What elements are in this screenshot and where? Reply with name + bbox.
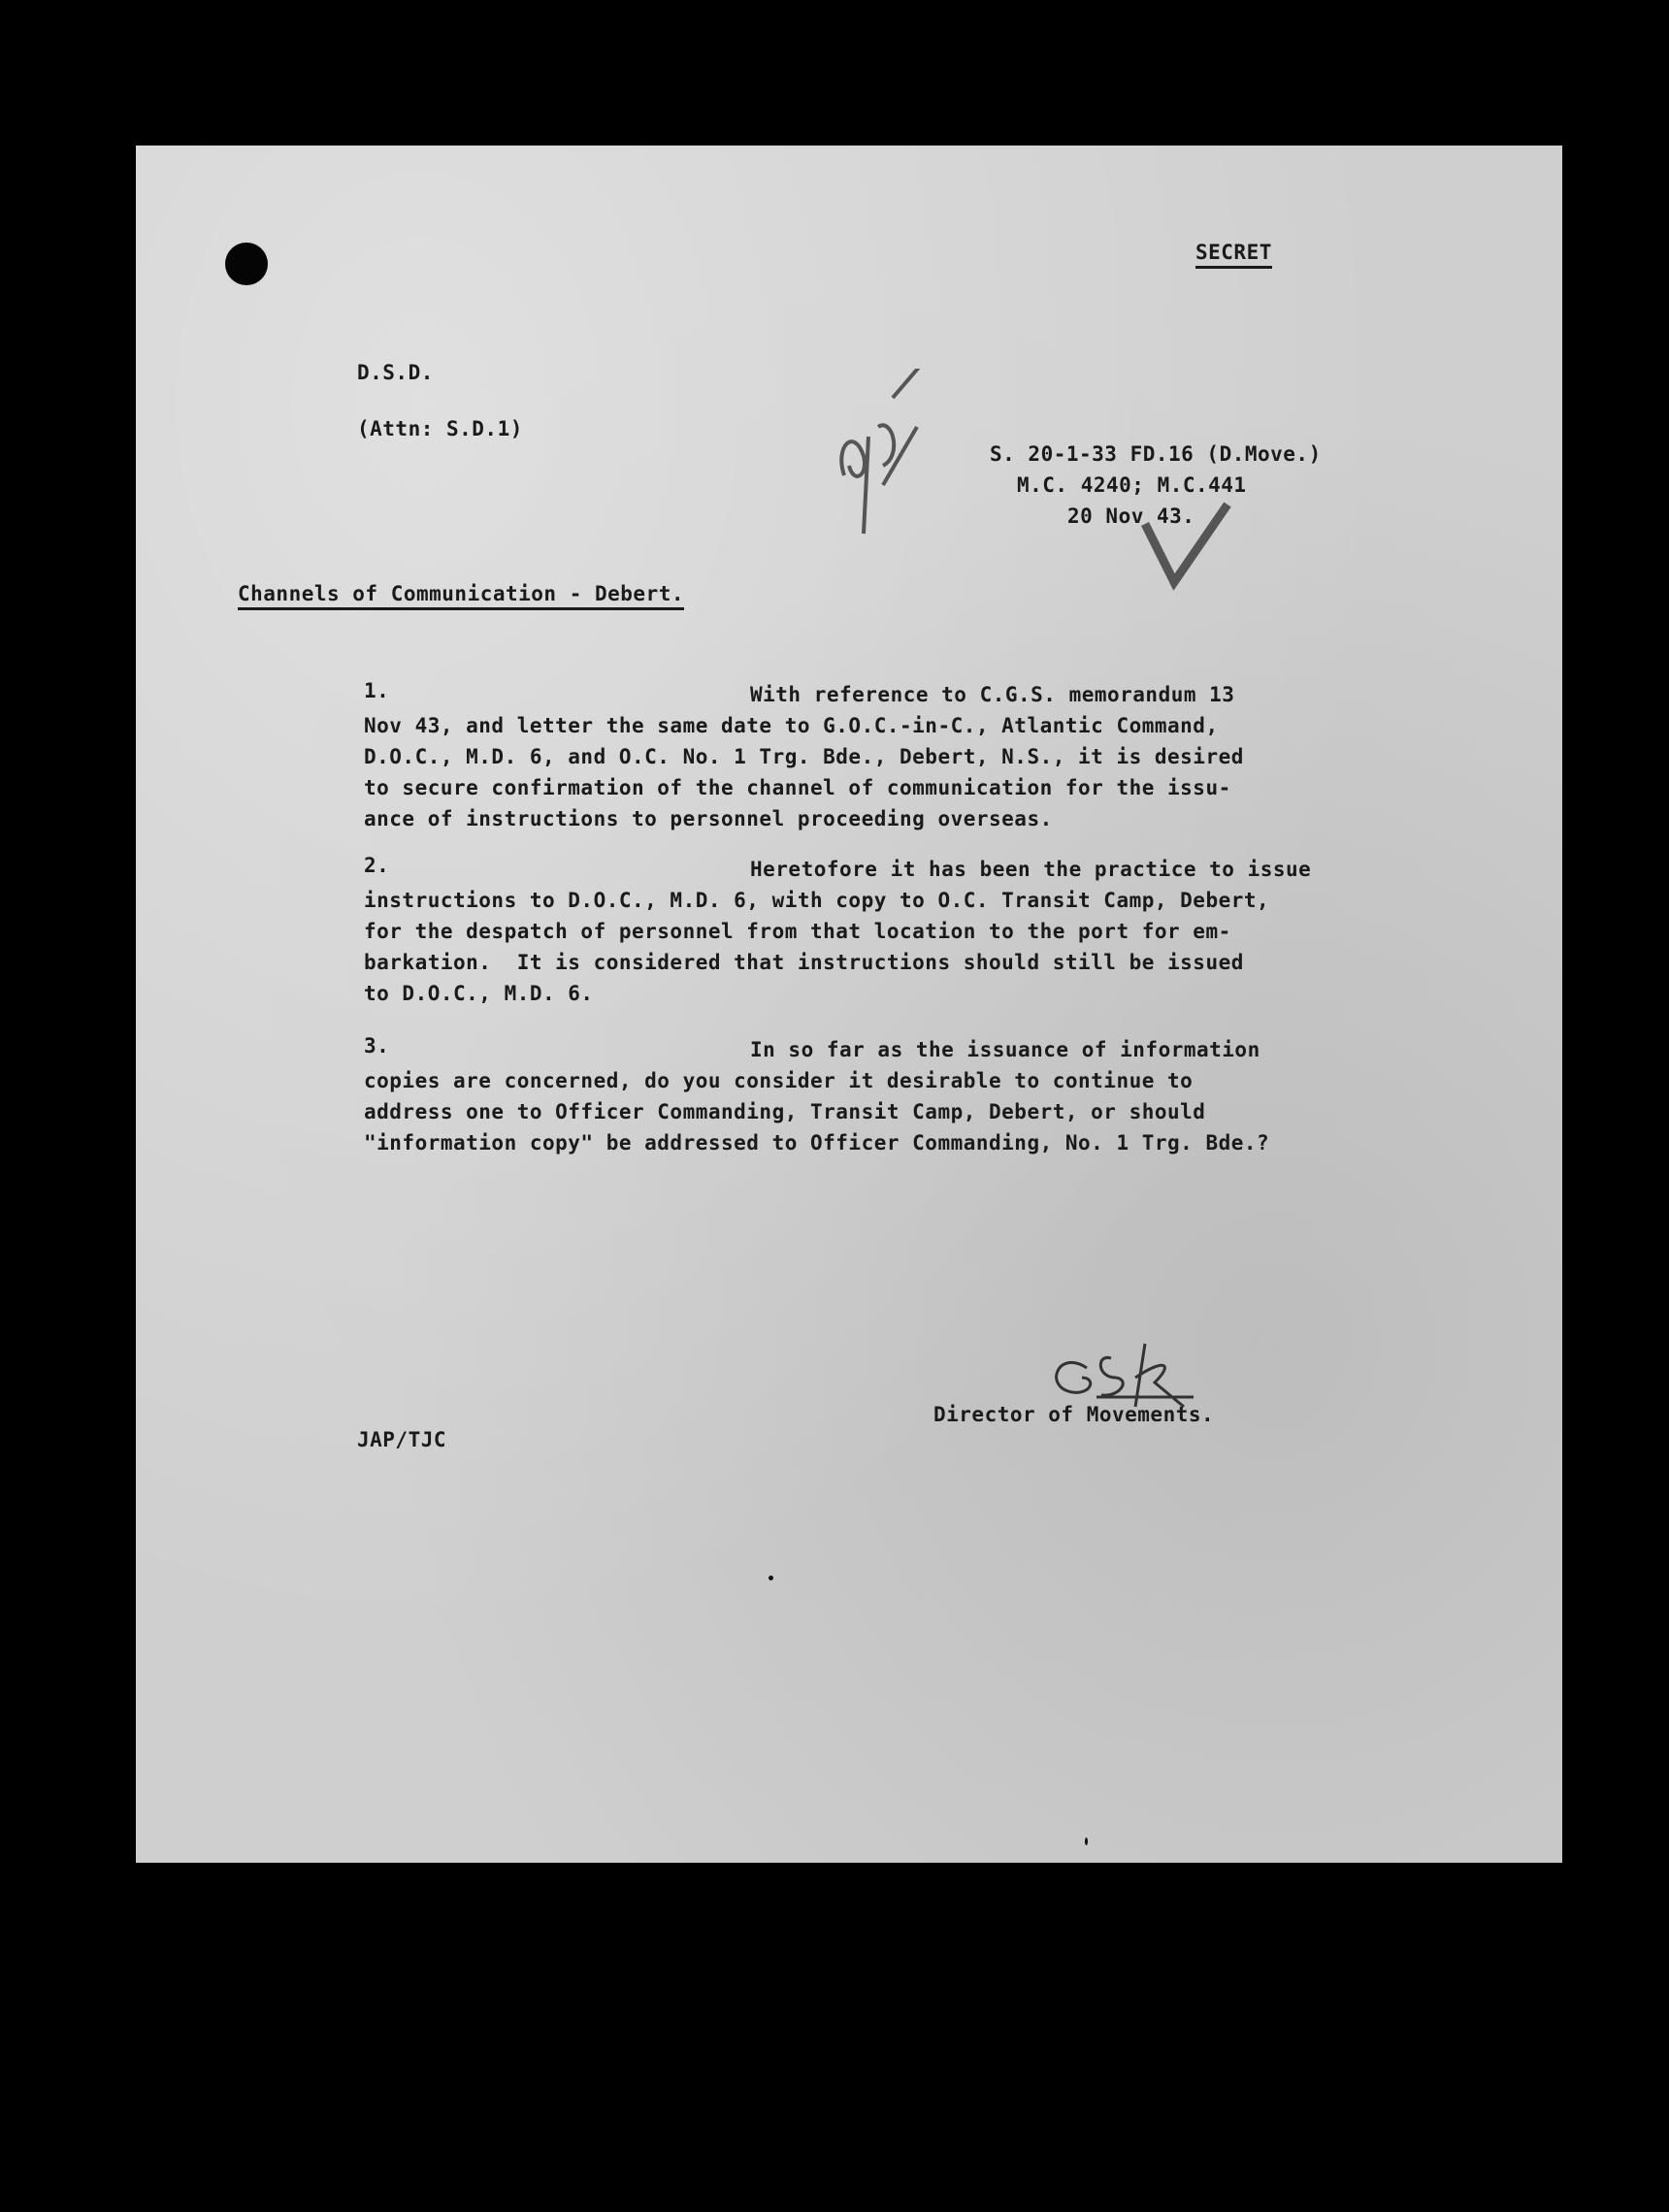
reference-initials: JAP/TJC — [357, 1428, 447, 1451]
paragraph-line: ance of instructions to personnel proceeding overseas. — [364, 807, 1053, 830]
mc-reference: M.C. 4240; M.C.441 — [1017, 473, 1247, 497]
paragraph-line: D.O.C., M.D. 6, and O.C. No. 1 Trg. Bde., Debert, N.S., it is desired — [364, 745, 1244, 768]
paragraph-number: 2. — [364, 854, 390, 877]
paragraph-line: barkation. It is considered that instructions should still be issued — [364, 951, 1244, 974]
subject-line: Channels of Communication - Debert. — [238, 582, 684, 610]
paragraph-line: address one to Officer Commanding, Transit Camp, Debert, or should — [364, 1100, 1206, 1123]
addressee: D.S.D. — [357, 361, 434, 384]
punch-hole — [225, 243, 268, 285]
document-date: 20 Nov 43. — [1067, 504, 1195, 528]
paragraph-1 — [364, 679, 1392, 834]
paragraph-line: to secure confirmation of the channel of communication for the issu- — [364, 776, 1231, 799]
paragraph-3 — [364, 1034, 1392, 1158]
paragraph-line: copies are concerned, do you consider it desirable to continue to — [364, 1069, 1194, 1092]
ink-speck — [1085, 1838, 1088, 1845]
paragraph-2 — [364, 854, 1392, 1009]
classification-label: SECRET — [1195, 241, 1272, 269]
file-reference: S. 20-1-33 FD.16 (D.Move.) — [990, 442, 1322, 466]
signature-title: Director of Movements. — [933, 1403, 1215, 1426]
attention-line: (Attn: S.D.1) — [357, 417, 523, 440]
paragraph-line: Heretofore it has been the practice to issue — [750, 858, 1312, 881]
paragraph-number: 3. — [364, 1034, 390, 1057]
paragraph-line: instructions to D.O.C., M.D. 6, with copy to O.C. Transit Camp, Debert, — [364, 889, 1270, 912]
paragraph-line: In so far as the issuance of information — [750, 1038, 1260, 1061]
check-mark — [1135, 485, 1242, 592]
paragraph-line: "information copy" be addressed to Officer Commanding, No. 1 Trg. Bde.? — [364, 1131, 1270, 1155]
paragraph-number: 1. — [364, 679, 390, 702]
paragraph-line: Nov 43, and letter the same date to G.O.C.-in-C., Atlantic Command, — [364, 714, 1219, 737]
paragraph-line: With reference to C.G.S. memorandum 13 — [750, 683, 1235, 706]
handwritten-initials-mark — [825, 369, 932, 553]
paragraph-line: to D.O.C., M.D. 6. — [364, 982, 594, 1005]
ink-speck — [769, 1576, 773, 1580]
paragraph-line: for the despatch of personnel from that location to the port for em- — [364, 920, 1231, 943]
